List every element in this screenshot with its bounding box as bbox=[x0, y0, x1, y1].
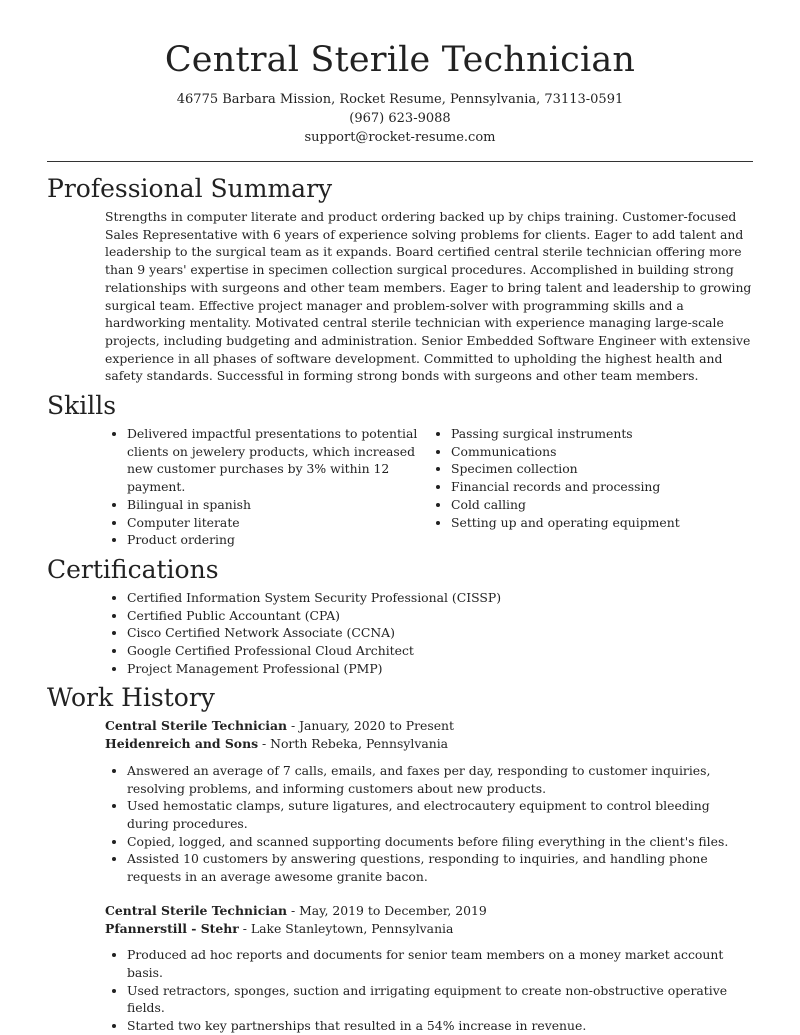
skills-heading: Skills bbox=[47, 391, 117, 421]
work-history bbox=[105, 717, 753, 1034]
phone: (967) 623-9088 bbox=[349, 111, 451, 126]
job-bullet: • Copied, logged, and scanned supporting documents before filing everything in the client's files. bbox=[127, 833, 753, 851]
certifications-heading: Certifications bbox=[47, 554, 219, 584]
job-bullet: • Assisted 10 customers by answering questions, responding to inquiries, and handling phone requests in an average awesome granite bacon. bbox=[127, 850, 753, 885]
list-item: • Computer literate bbox=[127, 514, 429, 532]
contact-info bbox=[47, 90, 753, 147]
list-item: • Cisco Certified Network Associate (CCNA) bbox=[127, 624, 753, 642]
list-item: • Project Management Professional (PMP) bbox=[127, 660, 753, 678]
job-location: - North Rebeka, Pennsylvania bbox=[258, 736, 449, 752]
job-entry bbox=[105, 902, 753, 1035]
job-dates: - May, 2019 to December, 2019 bbox=[287, 902, 487, 918]
list-item: • Setting up and operating equipment bbox=[451, 514, 753, 532]
list-item: • Delivered impactful presentations to potential clients on jewelery products, which increased new customer purchases by 3% within 12 payment. bbox=[127, 425, 429, 496]
certifications-list bbox=[105, 589, 753, 678]
list-item: • Communications bbox=[451, 443, 753, 461]
summary-text: Strengths in computer literate and product ordering backed up by chips training. Customer-focused Sales Representative with 6 years of experience solving problems for clients. Eager to add talent and leadership to the surgical team as it expands. Board certified central sterile technician offering more than 9 years' expertise in specimen collection surgical procedures. Accomplished in building strong relationships with surgeons and other team members. Eager to bring talent and leadership to growing surgical team. Effective project manager and problem-solver with programming skills and a hardworking mentality. Motivated central sterile technician with experience managing large-scale projects, including budgeting and administration. Senior Embedded Software Engineer with extensive experience in all phases of software development. Committed to upholding the highest health and safety standards. Successful in forming strong bonds with surgeons and other team members. bbox=[105, 209, 752, 384]
job-bullet: • Started two key partnerships that resulted in a 54% increase in revenue. bbox=[127, 1017, 753, 1035]
work-history-heading: Work History bbox=[47, 683, 215, 713]
list-item: • Financial records and processing bbox=[451, 478, 753, 496]
address: 46775 Barbara Mission, Rocket Resume, Pennsylvania, 73113-0591 bbox=[176, 92, 624, 107]
list-item: • Bilingual in spanish bbox=[127, 496, 429, 514]
skills-list bbox=[105, 425, 753, 555]
summary-heading: Professional Summary bbox=[47, 174, 333, 203]
list-item: • Passing surgical instruments bbox=[451, 425, 753, 443]
company: Pfannerstill - Stehr bbox=[105, 920, 239, 936]
job-bullet: • Used hemostatic clamps, suture ligatures, and electrocautery equipment to control bleeding during procedures. bbox=[127, 797, 753, 832]
list-item: • Specimen collection bbox=[451, 460, 753, 478]
job-bullet: • Produced ad hoc reports and documents for senior team members on a money market account basis. bbox=[127, 946, 753, 981]
job-title: Central Sterile Technician bbox=[105, 902, 287, 918]
job-bullet: • Used retractors, sponges, suction and irrigating equipment to create non-obstructive operative fields. bbox=[127, 982, 753, 1017]
list-item: • Product ordering bbox=[127, 531, 429, 549]
email: support@rocket-resume.com bbox=[304, 130, 496, 145]
job-title: Central Sterile Technician bbox=[105, 718, 287, 734]
list-item: • Google Certified Professional Cloud Architect bbox=[127, 642, 753, 660]
list-item: • Cold calling bbox=[451, 496, 753, 514]
company: Heidenreich and Sons bbox=[105, 736, 259, 752]
list-item: • Certified Information System Security Professional (CISSP) bbox=[127, 589, 753, 607]
job-dates: - January, 2020 to Present bbox=[287, 718, 455, 734]
list-item: • Certified Public Accountant (CPA) bbox=[127, 607, 753, 625]
job-entry bbox=[105, 717, 753, 885]
divider bbox=[47, 161, 753, 162]
job-bullet: • Answered an average of 7 calls, emails, and faxes per day, responding to customer inquiries, resolving problems, and informing customers about new products. bbox=[127, 762, 753, 797]
job-location: - Lake Stanleytown, Pennsylvania bbox=[238, 920, 454, 936]
resume-name: Central Sterile Technician bbox=[164, 40, 636, 80]
